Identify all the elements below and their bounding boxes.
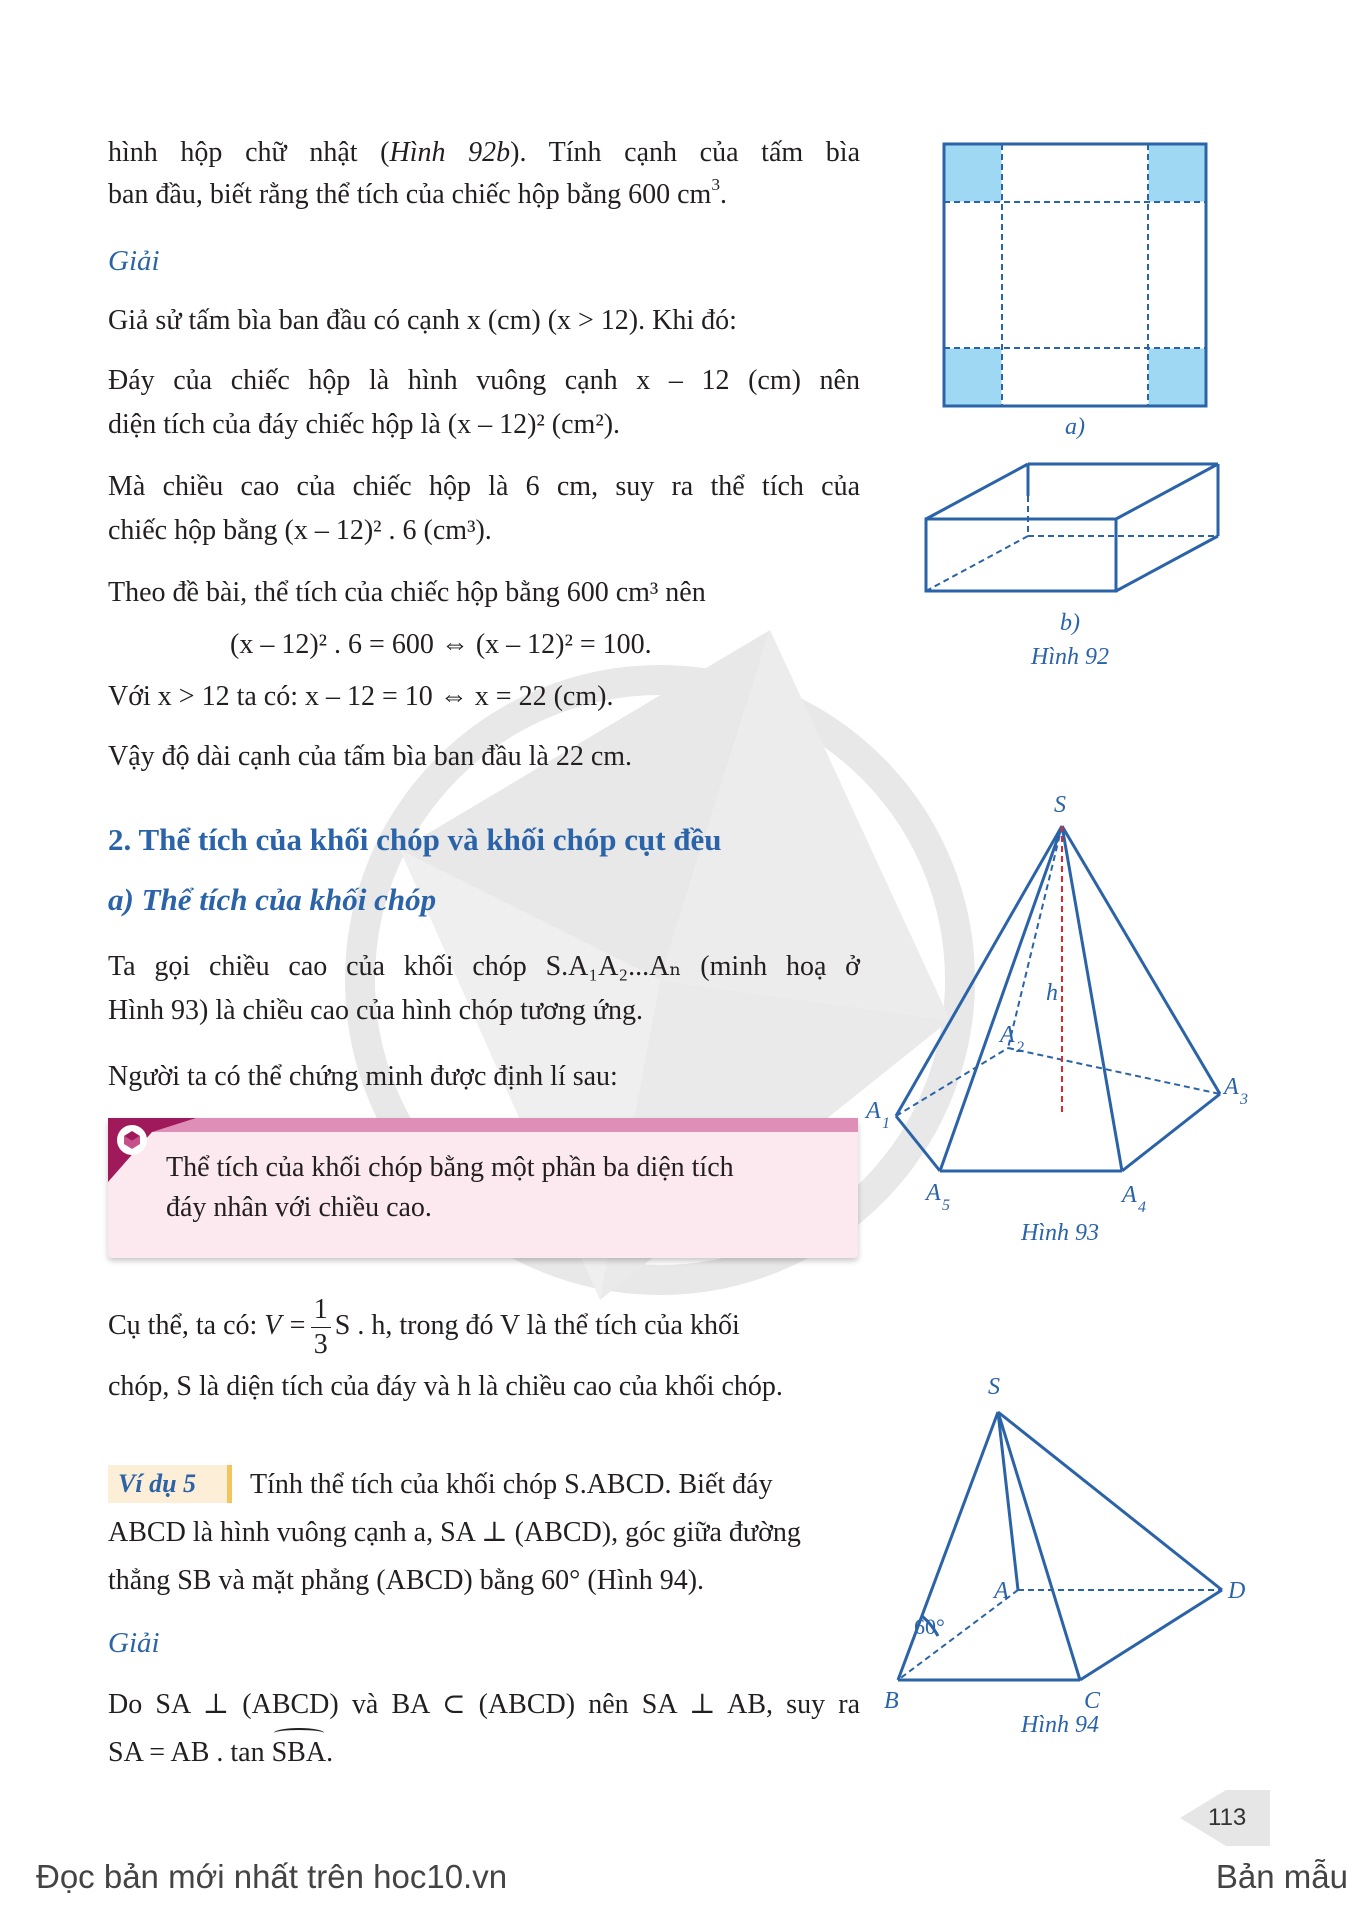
fig93-label-a1: A [866, 1098, 881, 1124]
example-line-3: thẳng SB và mặt phẳng (ABCD) bằng 60° (Hình 94). [108, 1565, 705, 1596]
svg-text:5: 5 [942, 1197, 950, 1214]
svg-text:2: 2 [1016, 1039, 1024, 1056]
solution-p3-line2: chiếc hộp bằng (x – 12)² . 6 (cm³). [108, 515, 492, 546]
solution-equation: (x – 12)² . 6 = 600 ⇔ (x – 12)² = 100. [230, 629, 652, 660]
example-solution-line1: Do SA ⊥ (ABCD) và BA ⊂ (ABCD) nên SA ⊥ AB, suy ra [108, 1689, 860, 1720]
fig94-label-s: S [988, 1374, 1000, 1400]
fig93-label-a5: A [926, 1180, 941, 1206]
fig93-label-h: h [1046, 980, 1058, 1006]
section-intro-line1: Ta gọi chiều cao của khối chóp S.A₁A₂...Aₙ (minh hoạ ở [108, 951, 860, 982]
fraction-one-third: $\frac{1}{3}$ [311, 1296, 331, 1359]
theorem-text: Thể tích của khối chóp bằng một phần ba diện tích đáy nhân với chiều cao. [166, 1152, 734, 1223]
figure-92a [940, 140, 1220, 410]
figure-92-caption: Hình 92 [1031, 644, 1109, 670]
figure-93-pyramid [860, 786, 1260, 1226]
problem-line-2: ban đầu, biết rằng thể tích của chiếc hộp bằng 600 $cm^3$. [108, 174, 728, 210]
fig93-label-a4: A [1122, 1182, 1137, 1208]
section-title: 2. Thể tích của khối chóp và khối chóp cụt đều [108, 822, 722, 857]
formula-line: Cụ thể, ta có: V = $\frac{1}{3}$ S . h, trong đó V là thể tích của khối [108, 1294, 740, 1360]
angle-sba: SBA [272, 1732, 326, 1774]
theorem-box [108, 1118, 858, 1258]
solution-p2-line2: diện tích của đáy chiếc hộp là (x – 12)² (cm²). [108, 409, 621, 440]
example-tag: Ví dụ 5 [108, 1465, 232, 1503]
footer-sample-label: Bản mẫu [1215, 1858, 1348, 1895]
figure-93-caption: Hình 93 [1021, 1220, 1099, 1246]
figure-92b-label: b) [1060, 610, 1080, 636]
problem-line-1: hình hộp chữ nhật (Hình 92b). Tính cạnh của tấm bìa [108, 137, 861, 168]
section-intro-line2: Hình 93) là chiều cao của hình chóp tương ứng. [108, 995, 644, 1026]
solution-p2-line1: Đáy của chiếc hộp là hình vuông cạnh x – 12 (cm) nên [108, 365, 860, 396]
figure-92a-label: a) [1065, 414, 1085, 440]
svg-text:4: 4 [1138, 1199, 1146, 1216]
page-number: 113 [1208, 1804, 1247, 1831]
fig94-angle-label: 60° [914, 1614, 945, 1639]
svg-text:1: 1 [882, 1115, 890, 1132]
lemma-lead: Người ta có thể chứng minh được định lí sau: [108, 1061, 618, 1092]
solution-p6: Vậy độ dài cạnh của tấm bìa ban đầu là 22 cm. [108, 741, 633, 772]
figure-94-caption: Hình 94 [1021, 1712, 1099, 1738]
fig93-label-a2: A [1000, 1022, 1015, 1048]
fig94-label-c: C [1084, 1688, 1101, 1710]
example-solution-line2: SA = AB . tan SBA. [108, 1732, 860, 1774]
fig93-label-s: S [1054, 792, 1066, 818]
solution-p3-line1: Mà chiều cao của chiếc hộp là 6 cm, suy ra thể tích của [108, 471, 860, 502]
theorem-bar [108, 1118, 858, 1132]
fig94-label-a: A [994, 1578, 1009, 1604]
footer-link-hoc10[interactable]: Đọc bản mới nhất trên hoc10.vn [36, 1858, 508, 1895]
example-solution-heading: Giải [108, 1627, 160, 1659]
example-line-2: ABCD là hình vuông cạnh a, SA ⊥ (ABCD), góc giữa đường [108, 1517, 801, 1548]
solution-p1: Giả sử tấm bìa ban đầu có cạnh x (cm) (x > 12). Khi đó: [108, 305, 737, 336]
fig94-label-d: D [1228, 1578, 1246, 1604]
solution-p5: Với x > 12 ta có: x – 12 = 10 ⇔ x = 22 (cm). [108, 681, 614, 712]
figure-94-pyramid [870, 1370, 1270, 1710]
solution-heading: Giải [108, 245, 160, 277]
fig94-label-b: B [884, 1688, 899, 1710]
solution-p4: Theo đề bài, thể tích của chiếc hộp bằng 600 cm³ nên [108, 577, 706, 608]
example-line-1: Tính thể tích của khối chóp S.ABCD. Biết đáy [250, 1469, 773, 1500]
svg-text:3: 3 [1240, 1091, 1248, 1108]
section-subtitle: a) Thể tích của khối chóp [108, 882, 437, 917]
formula-explanation: chóp, S là diện tích của đáy và h là chiều cao của khối chóp. [108, 1371, 783, 1402]
fig93-label-a3: A [1224, 1074, 1239, 1100]
figure-92b [920, 456, 1230, 606]
